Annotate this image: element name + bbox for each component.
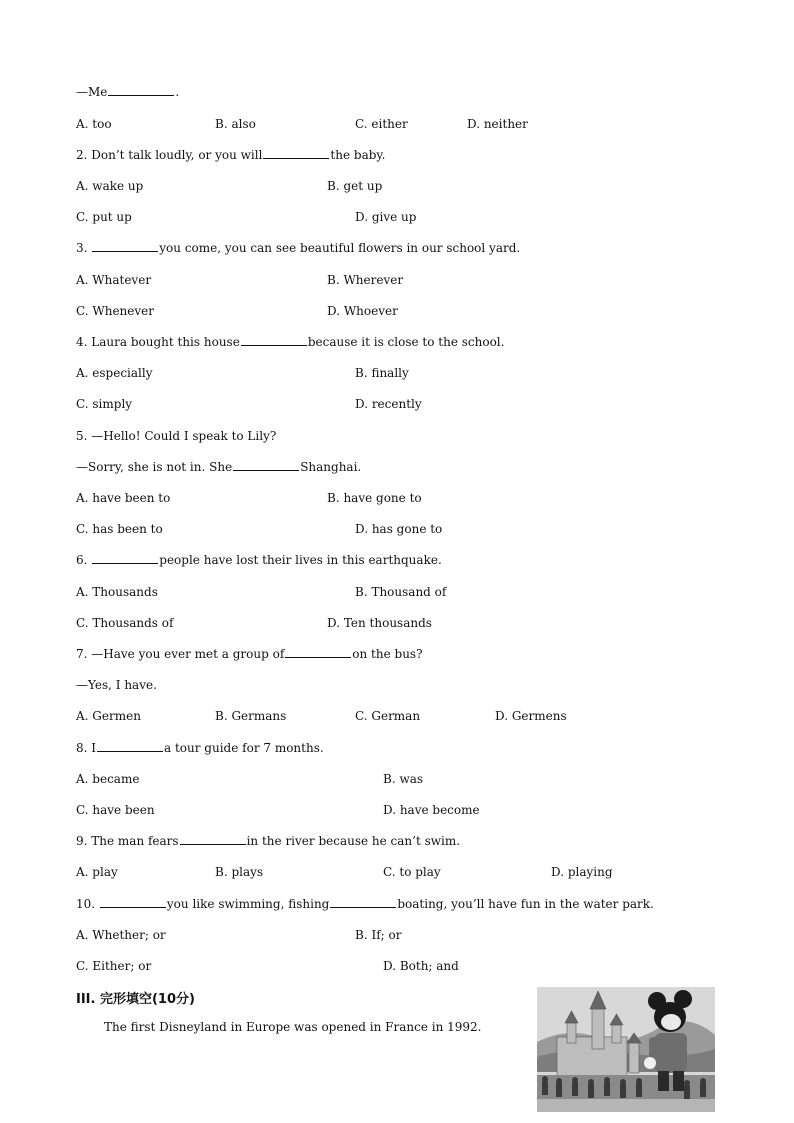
option-c: C. German	[355, 709, 421, 723]
question-7-stem: 7. —Have you ever met a group of on the bus?	[76, 647, 423, 661]
question-8-stem: 8. I a tour guide for 7 months.	[76, 741, 324, 755]
option-d: D. Ten thousands	[327, 616, 432, 630]
option-a: A. have been to	[76, 491, 171, 505]
question-6-stem: 6. people have lost their lives in this earthquake.	[76, 553, 442, 567]
option-a: A. wake up	[76, 179, 144, 193]
answer-blank	[263, 148, 329, 159]
option-d: D. playing	[551, 865, 613, 879]
question-4-stem: 4. Laura bought this house because it is close to the school.	[76, 335, 505, 349]
option-d: D. has gone to	[355, 522, 443, 536]
option-a: A. Germen	[76, 709, 141, 723]
answer-blank	[97, 741, 163, 752]
option-d: D. have become	[383, 803, 480, 817]
answer-blank	[92, 241, 158, 252]
option-a: A. too	[76, 117, 112, 131]
answer-blank	[100, 897, 166, 908]
question-5-stem: —Sorry, she is not in. She Shanghai.	[76, 460, 362, 474]
answer-blank	[108, 85, 174, 96]
question-3-stem: 3. you come, you can see beautiful flowers in our school yard.	[76, 241, 521, 255]
question-1-stem: —Me .	[76, 85, 180, 99]
option-c: C. Whenever	[76, 304, 154, 318]
option-b: B. If; or	[355, 928, 402, 942]
answer-blank	[285, 647, 351, 658]
option-b: B. get up	[327, 179, 383, 193]
option-b: B. Thousand of	[355, 585, 447, 599]
option-c: C. simply	[76, 397, 133, 411]
question-10-stem: 10. you like swimming, fishing boating, you’ll have fun in the water park.	[76, 897, 654, 911]
option-c: C. Either; or	[76, 959, 152, 973]
option-c: C. put up	[76, 210, 132, 224]
option-b: B. also	[215, 117, 256, 131]
option-c: C. have been	[76, 803, 155, 817]
option-a: A. became	[76, 772, 140, 786]
cloze-paragraph: The first Disneyland in Europe was opened in France in 1992.	[104, 1020, 482, 1034]
option-c: C. to play	[383, 865, 441, 879]
option-a: A. Thousands	[76, 585, 158, 599]
option-d: D. Whoever	[327, 304, 398, 318]
option-b: B. plays	[215, 865, 264, 879]
option-d: D. Germens	[495, 709, 567, 723]
answer-blank	[330, 897, 396, 908]
option-b: B. Wherever	[327, 273, 404, 287]
question-2-stem: 2. Don’t talk loudly, or you will the baby.	[76, 148, 386, 162]
option-d: D. give up	[355, 210, 417, 224]
option-a: A. play	[76, 865, 118, 879]
option-d: D. recently	[355, 397, 422, 411]
section-heading: III. 完形填空(10分)	[76, 992, 195, 1007]
option-d: D. neither	[467, 117, 528, 131]
option-a: A. Whether; or	[76, 928, 166, 942]
answer-blank	[180, 834, 246, 845]
answer-blank	[92, 553, 158, 564]
option-b: B. was	[383, 772, 424, 786]
answer-blank	[241, 335, 307, 346]
question-7-reply: —Yes, I have.	[76, 678, 157, 692]
answer-blank	[233, 460, 299, 471]
option-b: B. Germans	[215, 709, 287, 723]
option-b: B. have gone to	[327, 491, 422, 505]
option-c: C. Thousands of	[76, 616, 174, 630]
option-c: C. either	[355, 117, 408, 131]
question-9-stem: 9. The man fears in the river because he can’t swim.	[76, 834, 461, 848]
option-a: A. especially	[76, 366, 153, 380]
option-d: D. Both; and	[383, 959, 459, 973]
option-a: A. Whatever	[76, 273, 152, 287]
question-5-prompt: 5. —Hello! Could I speak to Lily?	[76, 429, 277, 443]
disneyland-image	[537, 987, 715, 1112]
disneyland-photo	[537, 987, 715, 1112]
option-c: C. has been to	[76, 522, 163, 536]
option-b: B. finally	[355, 366, 409, 380]
